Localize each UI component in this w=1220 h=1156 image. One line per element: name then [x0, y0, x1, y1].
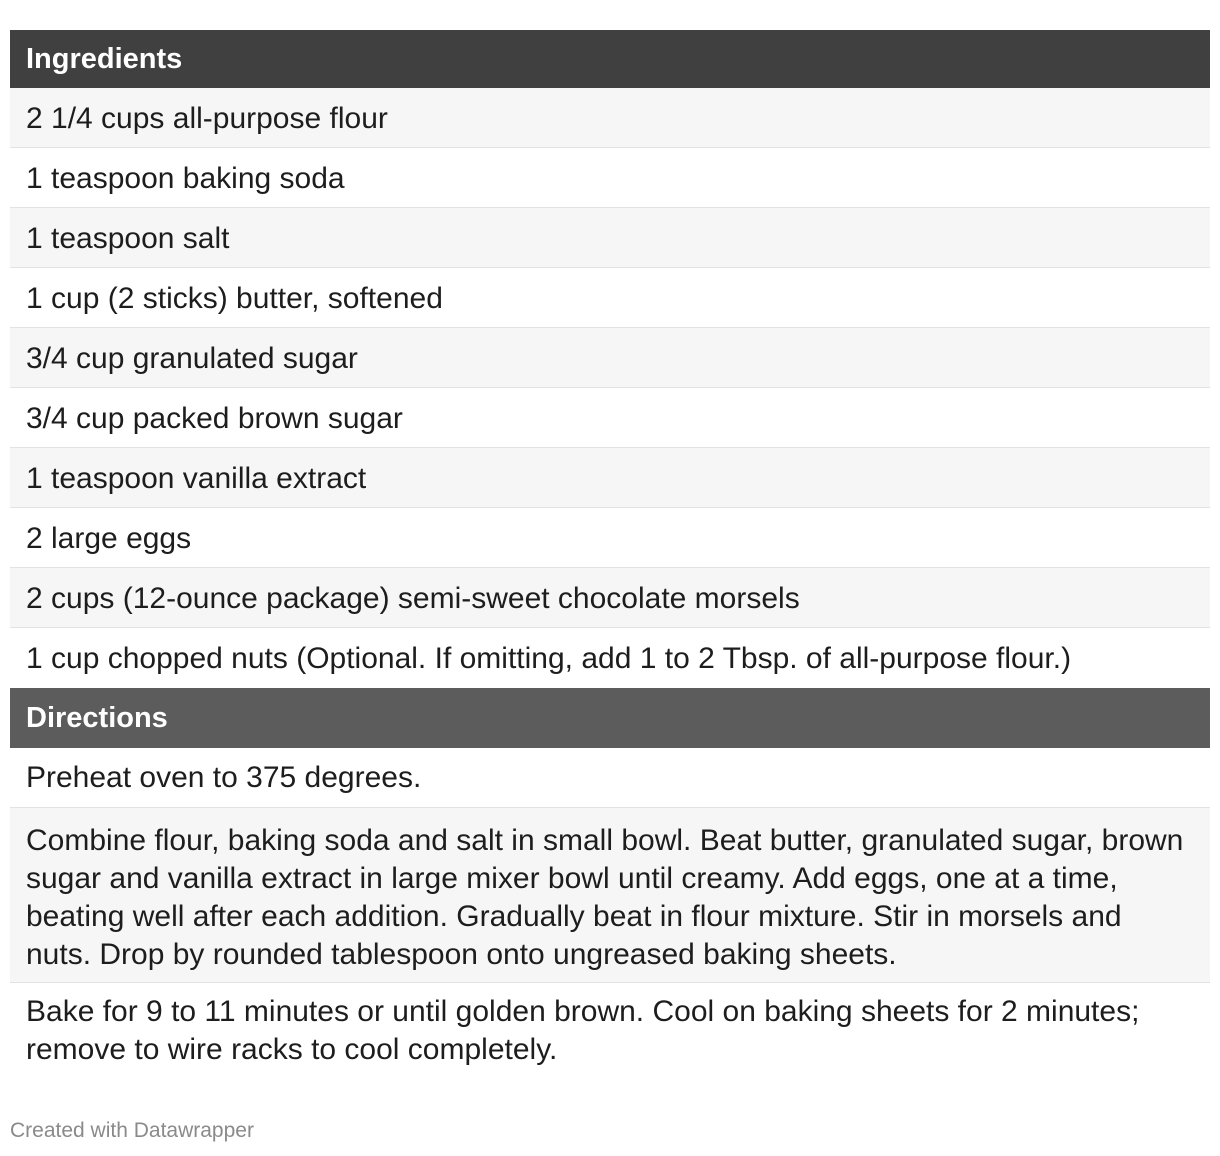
ingredient-row: 2 1/4 cups all-purpose flour: [10, 88, 1210, 148]
direction-step: Bake for 9 to 11 minutes or until golden brown. Cool on baking sheets for 2 minutes; remove to wire racks to cool completely.: [26, 995, 1140, 1066]
ingredient-row: 2 cups (12-ounce package) semi-sweet chocolate morsels: [10, 568, 1210, 628]
ingredient-row: 1 cup (2 sticks) butter, softened: [10, 268, 1210, 328]
ingredient-row: 1 teaspoon baking soda: [10, 148, 1210, 208]
direction-step: Combine flour, baking soda and salt in small bowl. Beat butter, granulated sugar, brown sugar and vanilla extract in large mixer bowl until creamy. Add eggs, one at a time, beating well after each addition. Gradually beat in flour mixture. Stir in morsels and nuts. Drop by rounded tablespoon onto ungreased baking sheets.: [10, 808, 1210, 983]
ingredient-row: 2 large eggs: [10, 508, 1210, 568]
ingredient-row: 3/4 cup packed brown sugar: [10, 388, 1210, 448]
direction-step: Preheat oven to 375 degrees.: [10, 748, 1210, 808]
recipe-table: [10, 30, 1210, 1083]
datawrapper-credit: Created with Datawrapper: [10, 1119, 254, 1142]
ingredients-header: Ingredients: [10, 30, 1210, 88]
ingredient-row: 1 teaspoon salt: [10, 208, 1210, 268]
ingredient-row: 3/4 cup granulated sugar: [10, 328, 1210, 388]
ingredient-row: 1 cup chopped nuts (Optional. If omitting, add 1 to 2 Tbsp. of all-purpose flour.): [26, 642, 1072, 675]
directions-header: Directions: [10, 688, 1210, 748]
ingredient-row: 1 teaspoon vanilla extract: [10, 448, 1210, 508]
